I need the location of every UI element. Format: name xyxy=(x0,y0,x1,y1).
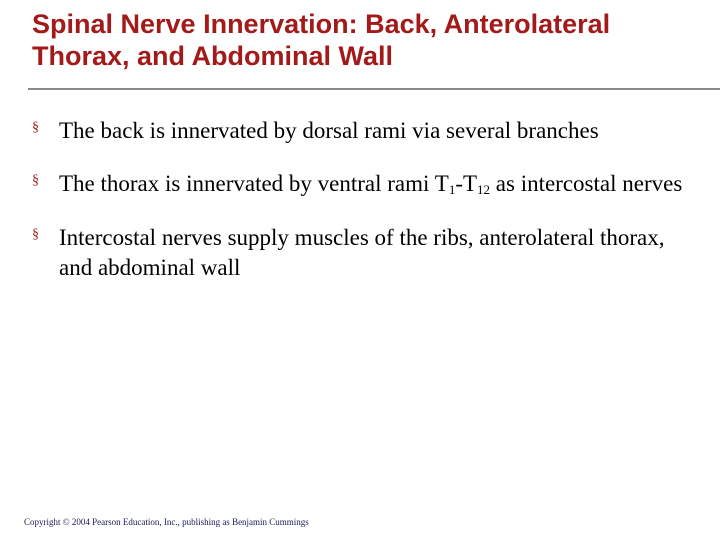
bullet-marker-icon: § xyxy=(32,173,39,188)
bullet-text-2-end: as intercostal nerves xyxy=(490,171,683,196)
bullet-list xyxy=(32,116,692,283)
bullet-item-2 xyxy=(32,169,692,199)
bullet-text-1: The back is innervated by dorsal rami via several branches xyxy=(59,118,599,143)
bullet-item-1 xyxy=(32,116,692,146)
title-divider xyxy=(28,88,720,90)
subscript-t1: 1 xyxy=(448,182,456,197)
bullet-text-2-dash: -T xyxy=(455,171,478,196)
bullet-text-3: Intercostal nerves supply muscles of the ribs, anterolateral thorax, and abdominal wall xyxy=(59,225,665,280)
copyright-notice: Copyright © 2004 Pearson Education, Inc., publishing as Benjamin Cummings xyxy=(24,517,309,527)
bullet-text-2-start: The thorax is innervated by ventral rami T xyxy=(59,171,449,196)
subscript-t12: 12 xyxy=(477,182,491,197)
slide-title: Spinal Nerve Innervation: Back, Anterolateral Thorax, and Abdominal Wall xyxy=(32,9,611,71)
bullet-marker-icon: § xyxy=(32,120,39,135)
bullet-item-3 xyxy=(32,223,692,283)
bullet-marker-icon: § xyxy=(32,227,39,242)
